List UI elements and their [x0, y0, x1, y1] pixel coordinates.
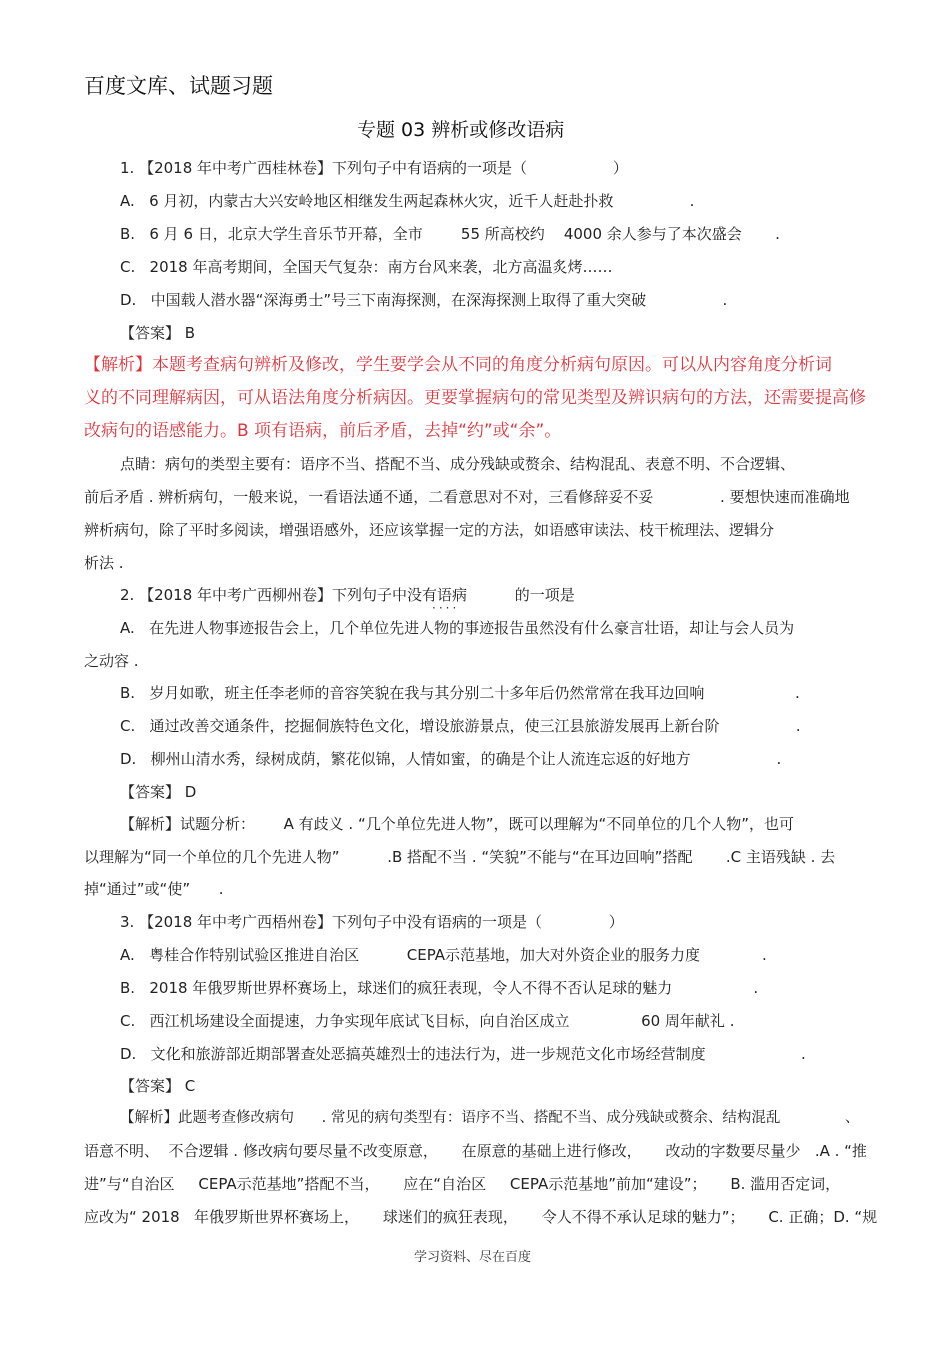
question-1-option-a: A. 6 月初，内蒙古大兴安岭地区相继发生两起森林火灾，近千人赶赴扑救 . [120, 192, 695, 210]
question-1-option-c: C. 2018 年高考期间，全国天气复杂：南方台风来袭，北方高温炙烤…… [120, 258, 613, 276]
question-1-stem: 1. 【2018 年中考广西桂林卷】下列句子中有语病的一项是（ ） [120, 159, 628, 177]
question-1-tip-line: 析法 . [84, 554, 124, 572]
question-2-analysis-line: 以理解为“同一个单位的几个先进人物” .B 搭配不当 . “笑貌”不能与“在耳边回响”搭配 .C 主语残缺 . 去 [84, 848, 836, 866]
question-2-option-a-cont: 之动容 . [84, 652, 139, 670]
document-title: 专题 03 辨析或修改语病 [357, 119, 565, 141]
question-2-stem: 2. 【2018 年中考广西柳州卷】下列句子中没有语病 的一项是 [120, 586, 575, 604]
question-3-analysis-line: 语意不明、 不合逻辑 . 修改病句要尽量不改变原意， 在原意的基础上进行修改， 改动的字数要尽量少 .A . “推 [84, 1142, 867, 1160]
question-2-analysis-line: 【解析】试题分析： A 有歧义 . “几个单位先进人物”，既可以理解为“不同单位的几个人物”，也可 [120, 815, 795, 833]
question-2-option-c: C. 通过改善交通条件，挖掘侗族特色文化，增设旅游景点，使三江县旅游发展再上新台阶 . [120, 717, 801, 735]
question-2-option-a: A. 在先进人物事迹报告会上，几个单位先进人物的事迹报告虽然没有什么豪言壮语，却让与会人员为 [120, 619, 795, 637]
question-1-tip-line: 点睛：病句的类型主要有：语序不当、搭配不当、成分残缺或赘余、结构混乱、表意不明、不合逻辑、 [120, 455, 796, 473]
question-1-analysis-line: 【解析】本题考查病句辨析及修改，学生要学会从不同的角度分析病句原因。可以从内容角度分析词 [84, 355, 832, 375]
question-3-option-c: C. 西江机场建设全面提速，力争实现年底试飞目标，向自治区成立 60 周年献礼 . [120, 1012, 735, 1030]
question-1-analysis-line: 改病句的语感能力。B 项有语病，前后矛盾，去掉“约”或“余”。 [84, 421, 562, 441]
question-2-option-b: B. 岁月如歌，班主任李老师的音容笑貌在我与其分别二十多年后仍然常常在我耳边回响 . [120, 684, 800, 702]
question-1-analysis-line: 义的不同理解病因，可从语法角度分析病因。更要掌握病句的常见类型及辨识病句的方法，还需要提高修 [84, 388, 866, 408]
site-title: 百度文库、试题习题 [84, 74, 273, 98]
question-3-analysis-line: 【解析】此题考查修改病句 . 常见的病句类型有：语序不当、搭配不当、成分残缺或赘余、结构混乱 、 [120, 1110, 860, 1126]
question-2-option-d: D. 柳州山清水秀，绿树成荫，繁花似锦，人情如蜜，的确是个让人流连忘返的好地方 . [120, 750, 782, 768]
question-3-option-b: B. 2018 年俄罗斯世界杯赛场上，球迷们的疯狂表现，令人不得不否认足球的魅力 . [120, 979, 759, 997]
question-3-answer: 【答案】 C [120, 1077, 196, 1095]
question-3-analysis-line: 应改为“ 2018 年俄罗斯世界杯赛场上， 球迷们的疯狂表现， 令人不得不承认足球的魅力”； C. 正确；D. “规 [84, 1208, 878, 1226]
question-3-analysis-line: 进”与“自治区 CEPA示范基地”搭配不当， 应在“自治区 CEPA示范基地”前加“建设”； B. 滥用否定词， [84, 1175, 841, 1193]
question-1-option-b: B. 6 月 6 日，北京大学生音乐节开幕，全市 55 所高校约 4000 余人参与了本次盛会 . [120, 225, 780, 243]
question-2-answer: 【答案】 D [120, 783, 197, 801]
question-3-option-d: D. 文化和旅游部近期部署查处恶搞英雄烈士的违法行为，进一步规范文化市场经营制度 . [120, 1045, 806, 1063]
question-3-option-a: A. 粤桂合作特别试验区推进自治区 CEPA示范基地，加大对外资企业的服务力度 . [120, 946, 767, 964]
emphasis-dots: ···· [432, 601, 460, 615]
question-1-answer: 【答案】 B [120, 324, 196, 342]
question-1-option-d: D. 中国载人潜水器“深海勇士”号三下南海探测，在深海探测上取得了重大突破 . [120, 291, 728, 309]
question-2-analysis-line: 掉“通过”或“使” . [84, 880, 224, 898]
question-1-tip-line: 辨析病句，除了平时多阅读，增强语感外，还应该掌握一定的方法，如语感审读法、枝干梳理法、逻辑分 [84, 521, 775, 539]
question-1-tip-line: 前后矛盾 . 辨析病句，一般来说，一看语法通不通，二看意思对不对，三看修辞妥不妥 . 要想快速而准确地 [84, 488, 850, 506]
page-footer: 学习资料、尽在百度 [414, 1250, 532, 1265]
question-3-stem: 3. 【2018 年中考广西梧州卷】下列句子中没有语病的一项是（ ） [120, 913, 624, 931]
